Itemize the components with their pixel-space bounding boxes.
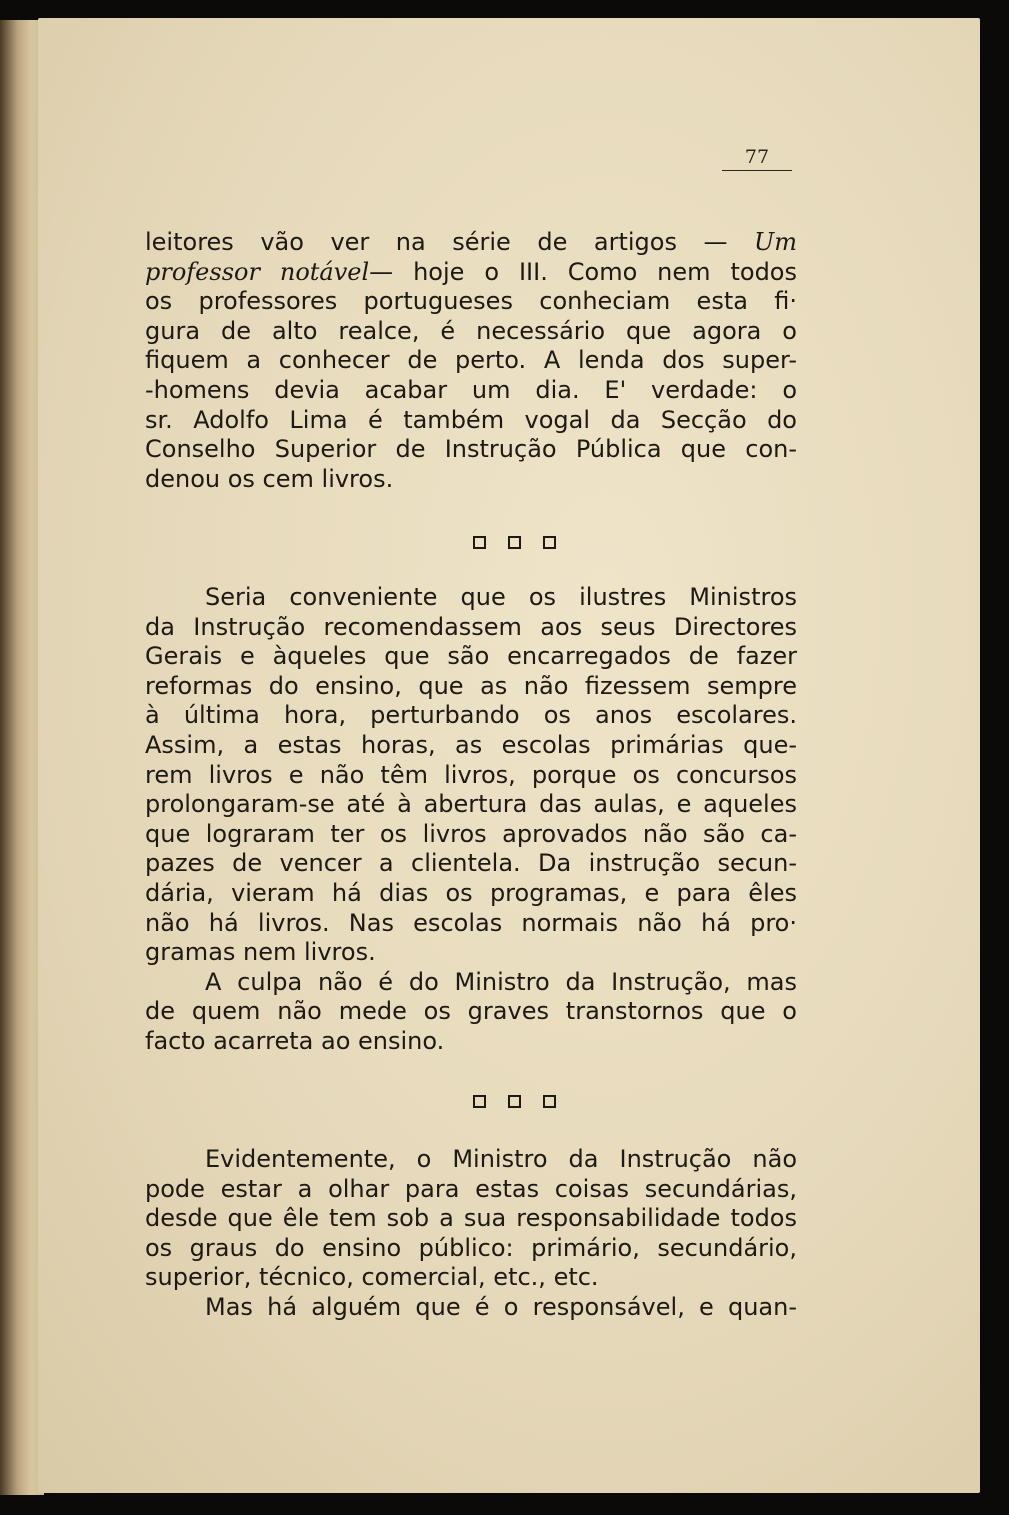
- text-line: gramas nem livros.: [145, 938, 376, 967]
- text-line: A culpa não é do Ministro da Instrução, mas: [205, 967, 797, 996]
- text-line: gura de alto realce, é necessário que agora o: [145, 316, 797, 345]
- text-line: denou os cem livros.: [145, 464, 394, 493]
- paragraph-2: [145, 583, 797, 1057]
- text-line: Evidentemente, o Ministro da Instrução não: [205, 1145, 797, 1173]
- text-line: Seria conveniente que os ilustres Ministros: [205, 583, 797, 611]
- section-separator: [0, 1095, 1009, 1108]
- text-line: leitores vão ver na série de artigos — Um: [145, 228, 797, 256]
- text-line: facto acarreta ao ensino.: [145, 1026, 445, 1055]
- text-line: Conselho Superior de Instrução Pública que con-: [145, 435, 797, 464]
- text-line: à última hora, perturbando os anos escolares.: [145, 701, 797, 730]
- text-line: Gerais e àqueles que são encarregados de fazer: [145, 642, 797, 671]
- square-ornament-icon: [508, 536, 521, 549]
- page-number: 77: [722, 146, 792, 171]
- text-line: fiquem a conhecer de perto. A lenda dos super-: [145, 346, 797, 375]
- text-line: os professores portugueses conheciam esta fi·: [145, 287, 797, 316]
- text-line: dária, vieram há dias os programas, e para êles: [145, 878, 797, 907]
- square-ornament-icon: [543, 536, 556, 549]
- text-line: que lograram ter os livros aprovados não são ca-: [145, 819, 797, 848]
- paragraph-4: [145, 1145, 797, 1323]
- text-line: não há livros. Nas escolas normais não há pro·: [145, 908, 797, 937]
- text-line: pode estar a olhar para estas coisas secundárias,: [145, 1174, 797, 1203]
- square-ornament-icon: [543, 1095, 556, 1108]
- text-line: prolongaram-se até à abertura das aulas, e aqueles: [145, 790, 797, 819]
- text-line: reformas do ensino, que as não fizessem sempre: [145, 671, 797, 700]
- square-ornament-icon: [473, 1095, 486, 1108]
- text-line: de quem não mede os graves transtornos que o: [145, 997, 797, 1026]
- text-line: desde que êle tem sob a sua responsabilidade todos: [145, 1204, 797, 1233]
- text-line: -homens devia acabar um dia. E' verdade: o: [145, 375, 797, 404]
- text-line: superior, técnico, comercial, etc., etc.: [145, 1263, 599, 1292]
- text-line: da Instrução recomendassem aos seus Directores: [145, 612, 797, 641]
- text-line: pazes de vencer a clientela. Da instrução secun-: [145, 849, 797, 878]
- text-line: Assim, a estas horas, as escolas primárias que-: [145, 730, 797, 759]
- paragraph-1: [145, 228, 797, 494]
- text-line: sr. Adolfo Lima é também vogal da Secção do: [145, 405, 797, 434]
- italic-title: Um: [754, 228, 797, 256]
- italic-title: professor notável: [145, 257, 370, 286]
- text-line: Mas há alguém que é o responsável, e quan-: [205, 1292, 797, 1321]
- square-ornament-icon: [508, 1095, 521, 1108]
- text-line: rem livros e não têm livros, porque os concursos: [145, 760, 797, 789]
- section-separator: [0, 536, 1009, 549]
- text-line: os graus do ensino público: primário, secundário,: [145, 1233, 797, 1262]
- text-line: professor notável— hoje o III. Como nem todos: [145, 257, 797, 286]
- square-ornament-icon: [473, 536, 486, 549]
